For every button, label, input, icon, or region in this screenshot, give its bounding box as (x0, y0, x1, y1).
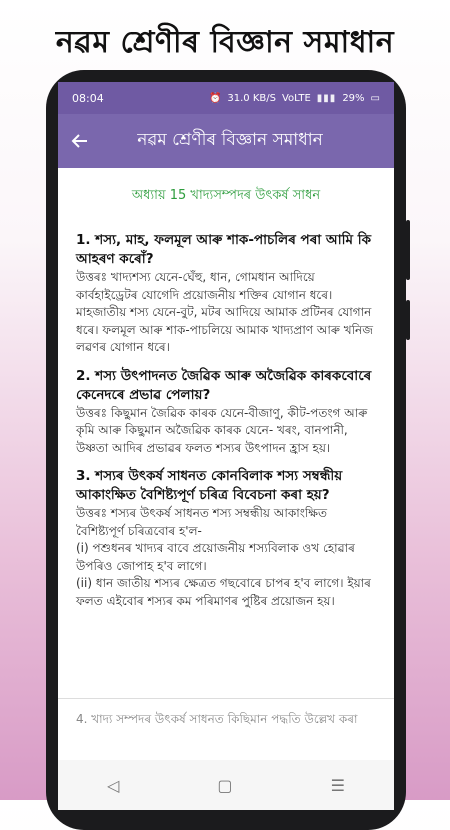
data-speed: 31.0 KB/S (227, 92, 276, 104)
phone-frame (46, 70, 406, 830)
status-bar (58, 82, 394, 114)
app-title: নৱম শ্ৰেণীৰ বিজ্ঞান সমাধান (137, 130, 323, 150)
network-label: VoLTE (281, 92, 311, 104)
signal-icon: ▮▮▮ (316, 92, 337, 104)
content-scroll[interactable] (58, 168, 394, 752)
answer-point: (ii) ধান জাতীয় শস্যৰ ক্ষেত্ৰত গছবোৰে চাপৰ হ'ব লাগে। ইয়াৰ ফলত এইবোৰ শস্যৰ কম পৰিমাণৰ পুষ্টিৰ প্ৰয়োজন হয়। (76, 576, 371, 608)
question-answer: উত্তৰঃ শস্যৰ উৎকৰ্ষ সাধনত শস্য সম্বন্ধীয় আকাংক্ষিত বৈশিষ্ট্যপূৰ্ণ চৰিত্ৰবোৰ হ'ল- (76, 506, 328, 538)
chapter-title: অধ্যায় 15 খাদ্যসম্পদৰ উৎকৰ্ষ সাধন (131, 188, 321, 203)
nav-home-icon[interactable]: ▢ (217, 775, 233, 795)
nav-back-icon[interactable]: ◁ (107, 775, 120, 795)
question-block (76, 467, 376, 610)
promo-title: নৱম শ্ৰেণীৰ বিজ্ঞান সমাধান (55, 25, 395, 60)
question-block (76, 367, 376, 458)
content-divider (58, 698, 394, 699)
power-button (406, 300, 410, 340)
status-time: 08:04 (72, 91, 104, 105)
question-title: 1. শস্য, মাহ, ফলমূল আৰু শাক-পাচলিৰ পৰা আমি কি আহৰণ কৰোঁ? (76, 232, 372, 267)
partial-question: 4. খাদ্য সম্পদৰ উৎকৰ্ষ সাধনত কিছিমান পদ্ধতি উল্লেখ কৰা (76, 712, 358, 726)
phone-screen (58, 82, 394, 810)
nav-recents-icon[interactable]: ☰ (330, 775, 345, 795)
question-block (76, 231, 376, 357)
battery-level: 29% (342, 92, 365, 104)
app-bar (58, 114, 394, 168)
question-title: 3. শস্যৰ উৎকৰ্ষ সাধনত কোনবিলাক শস্য সম্বন্ধীয় আকাংক্ষিত বৈশিষ্ট্যপূৰ্ণ চৰিত্ৰ বিবেচনা কৰা হয়? (76, 468, 343, 503)
battery-icon: ▭ (370, 92, 380, 104)
volume-button (406, 220, 410, 280)
back-arrow-icon[interactable] (58, 114, 102, 168)
answer-point: (i) পশুধনৰ খাদ্যৰ বাবে প্ৰয়োজনীয় শস্যবিলাক ওখ হোৱাৰ উপৰিও জোপাহ হ'ব লাগে। (76, 541, 355, 573)
question-title: 2. শস্য উৎপাদনত জৈৱিক আৰু অজৈৱিক কাৰকবোৰে কেনেদৰে প্ৰভাৱ পেলায়? (76, 367, 372, 403)
nav-bar (58, 760, 394, 810)
status-right (209, 93, 380, 104)
question-answer: উত্তৰঃ কিছুমান জৈৱিক কাৰক যেনে-বীজাণু, কীট-পতংগ আৰু কৃমি আৰু কিছুমান অজৈৱিক কাৰক যেনে- খৰং, বানপানী, উষ্ণতা আদিৰ প্ৰভাৱৰ ফলত শস্যৰ উৎপাদন হ্ৰাস হয়। (76, 405, 368, 455)
alarm-icon: ⏰ (208, 92, 222, 104)
question-answer: উত্তৰঃ খাদ্যশস্য যেনে-ঘেঁহু, ধান, গোমধান আদিয়ে কাৰ্বহাইড্ৰেটৰ যোগেদি প্ৰয়োজনীয় শক্তিৰ যোগান ধৰে। মাহজাতীয় শস্য যেনে-বুট, মটৰ আদিয়ে আমাক প্ৰটিনৰ যোগান ধৰে। ফলমূল আৰু শাক-পাচলিয়ে আমাক খাদ্যপ্ৰাণ আৰু খনিজ লৱণৰ যোগান ধৰে। (76, 270, 373, 354)
